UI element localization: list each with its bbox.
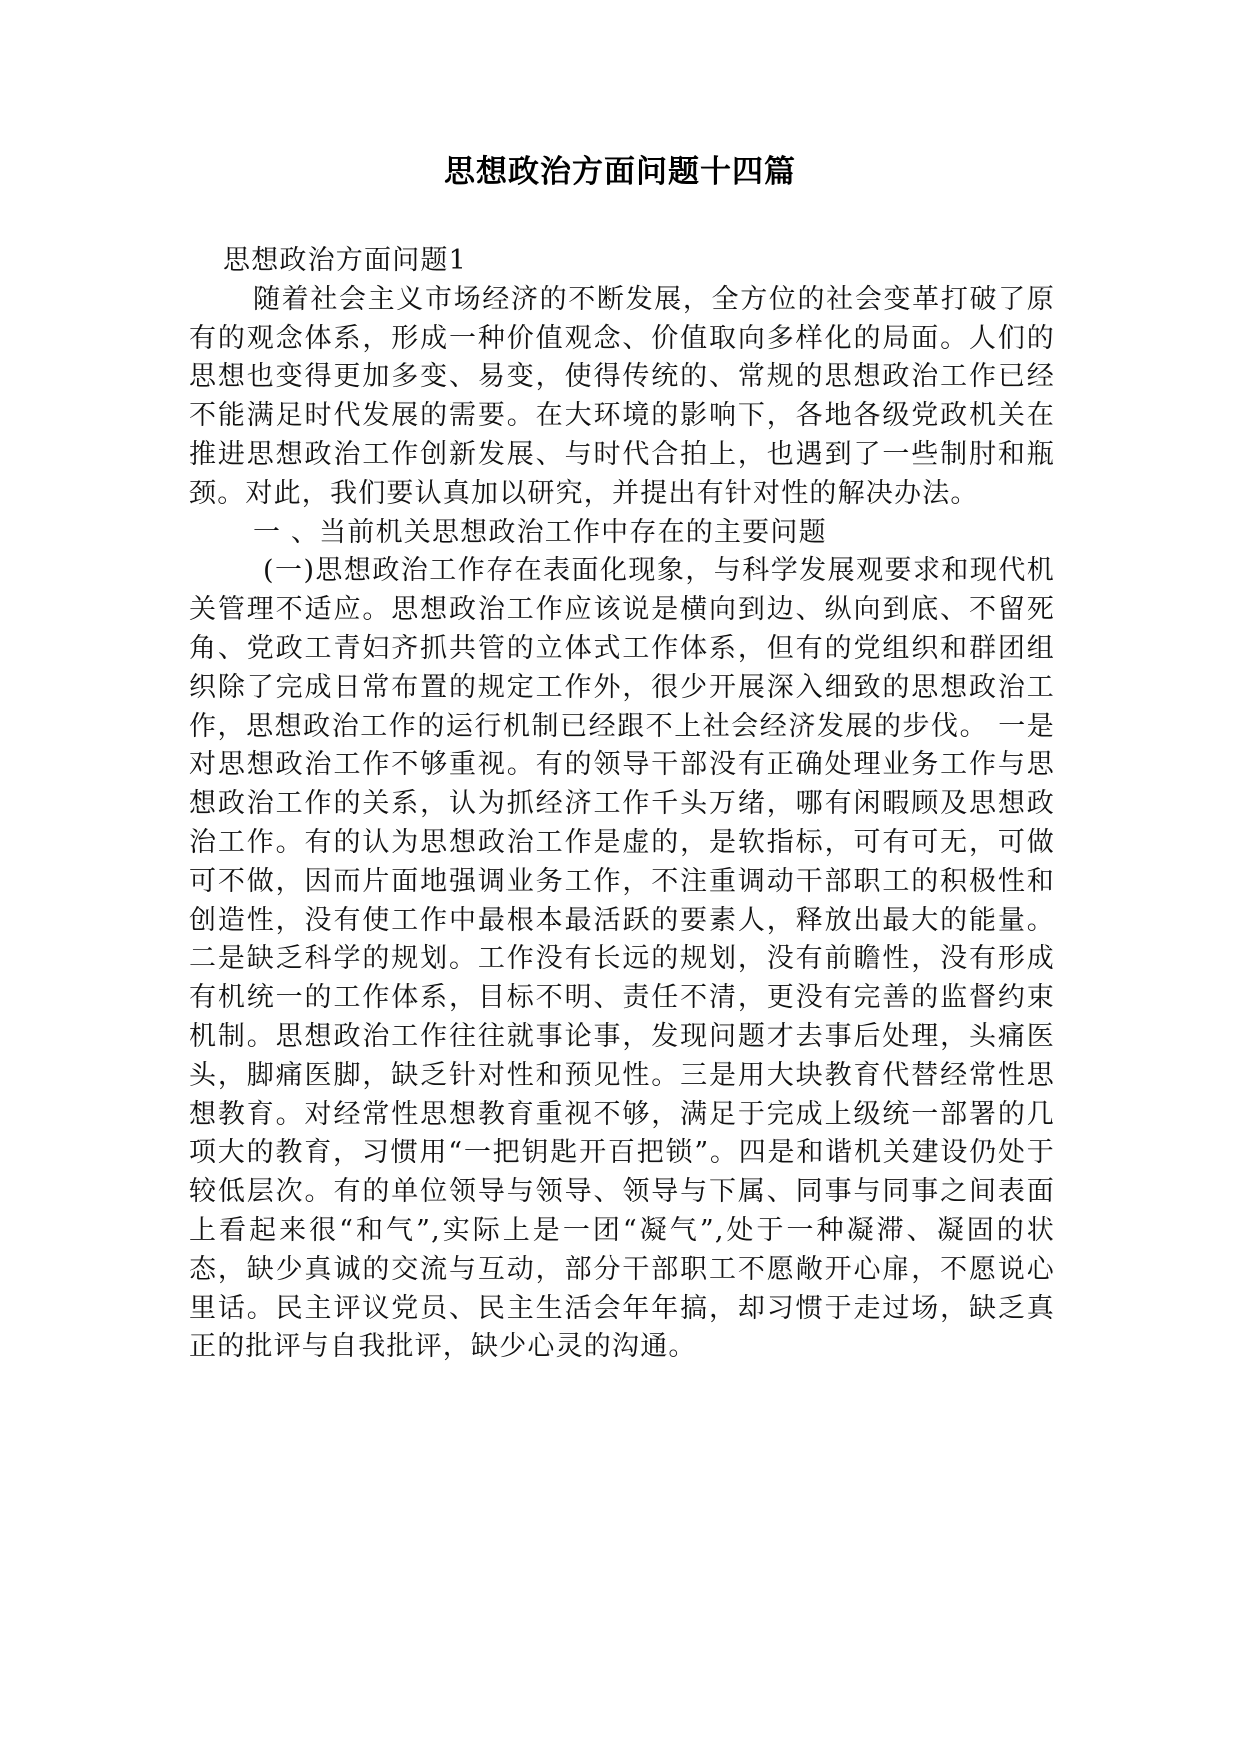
section-label: 思想政治方面问题1 [223,245,467,276]
document-body [189,242,1055,1367]
document-title: 思想政治方面问题十四篇 [444,154,796,190]
intro-paragraph: 随着社会主义市场经济的不断发展，全方位的社会变革打破了原有的观念体系，形成一种价值观念、价值取向多样化的局面。人们的思想也变得更加多变、易变，使得传统的、常规的思想政治工作已经不能满足时代发展的需要。在大环境的影响下，各地各级党政机关在推进思想政治工作创新发展、与时代合拍上，也遇到了一些制肘和瓶颈。对此，我们要认真加以研究，并提出有针对性的解决办法。 [189,283,1055,509]
section-heading: 一 、当前机关思想政治工作中存在的主要问题 [253,516,827,548]
problem-paragraph: (一)思想政治工作存在表面化现象，与科学发展观要求和现代机关管理不适应。思想政治工作应该说是横向到边、纵向到底、不留死角、党政工青妇齐抓共管的立体式工作体系，但有的党组织和群团组织除了完成日常布置的规定工作外，很少开展深入细致的思想政治工作，思想政治工作的运行机制已经跟不上社会经济发展的步伐。 一是对思想政治工作不够重视。有的领导干部没有正确处理业务工作与思想政治工作的关系，认为抓经济工作千头万绪，哪有闲暇顾及思想政治工作。有的认为思想政治工作是虚的，是软指标，可有可无，可做可不做，因而片面地强调业务工作，不注重调动干部职工的积极性和创造性，没有使工作中最根本最活跃的要素人，释放出最大的能量。二是缺乏科学的规划。工作没有长远的规划，没有前瞻性，没有形成有机统一的工作体系，目标不明、责任不清，更没有完善的监督约束机制。思想政治工作往往就事论事，发现问题才去事后处理，头痛医头，脚痛医脚，缺乏针对性和预见性。三是用大块教育代替经常性思想教育。对经常性思想教育重视不够，满足于完成上级统一部署的几项大的教育，习惯用“一把钥匙开百把锁”。四是和谐机关建设仍处于较低层次。有的单位领导与领导、领导与下属、同事与同事之间表面上看起来很“和气”,实际上是一团“凝气”,处于一种凝滞、凝固的状态，缺少真诚的交流与互动，部分干部职工不愿敞开心扉，不愿说心里话。民主评议党员、民主生活会年年搞，却习惯于走过场，缺乏真正的批评与自我批评，缺少心灵的沟通。 [189,555,1055,1363]
